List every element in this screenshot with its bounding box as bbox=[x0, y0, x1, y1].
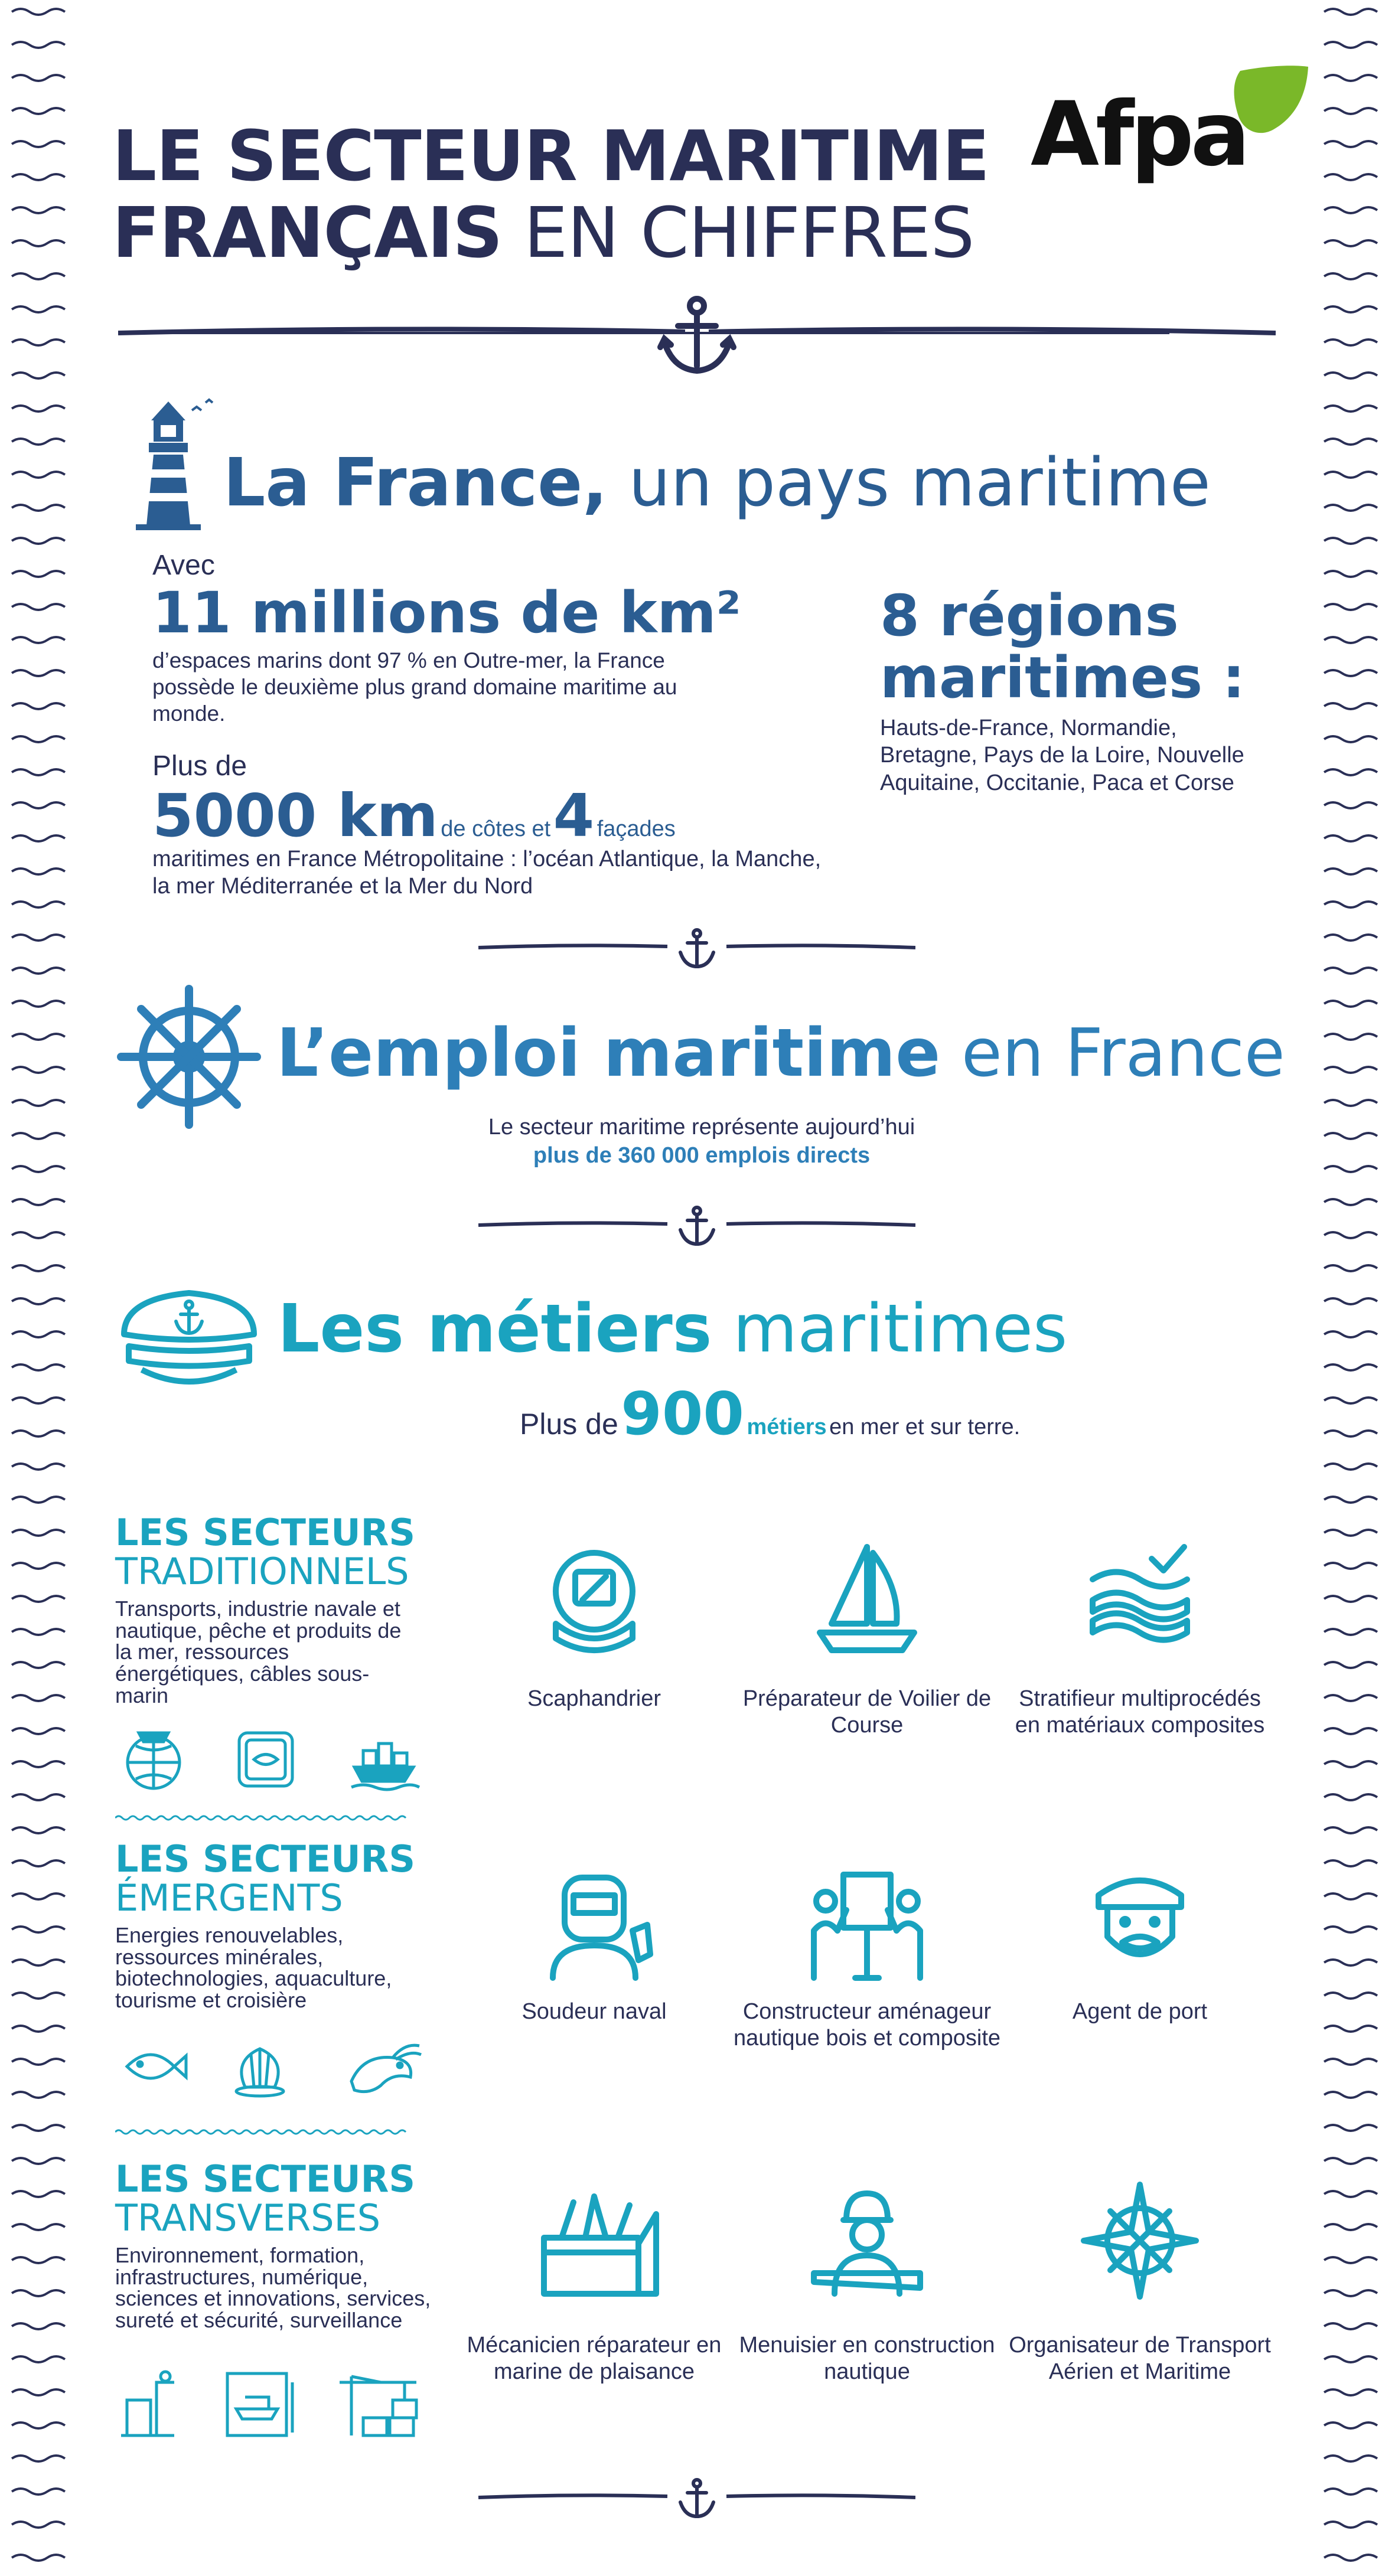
job-label: Menuisier en construction nautique bbox=[739, 2333, 995, 2384]
metiers-value: 900 bbox=[621, 1379, 744, 1448]
metiers-count-line bbox=[520, 1379, 1021, 1448]
logo-text: Afpa bbox=[1031, 83, 1247, 186]
sector-traditionnels-icons bbox=[115, 1715, 422, 1792]
shrimp-icon bbox=[351, 2045, 421, 2092]
emploi-title-bold: L’emploi maritime bbox=[276, 1015, 941, 1092]
emploi-title-light: en France bbox=[961, 1015, 1285, 1092]
sector-heading-light: ÉMERGENTS bbox=[115, 1876, 343, 1919]
layers-check-icon bbox=[1075, 1535, 1205, 1665]
page-title-light: EN CHIFFRES bbox=[523, 192, 974, 273]
harbor-crane-icon bbox=[121, 2372, 174, 2435]
sector-separator-1 bbox=[115, 1814, 410, 1821]
sector-traditionnels bbox=[115, 1511, 446, 1707]
sector-emergents-icons bbox=[115, 2031, 422, 2102]
coast-mid-text: de côtes et bbox=[441, 817, 551, 841]
sector-emergents bbox=[115, 1837, 446, 2013]
diver-helmet-icon bbox=[529, 1535, 659, 1665]
welder-icon bbox=[529, 1860, 659, 1990]
metiers-plus-de: Plus de bbox=[520, 1408, 618, 1441]
sector-heading-light: TRADITIONNELS bbox=[115, 1550, 409, 1593]
coast-value: 5000 km bbox=[152, 781, 438, 850]
afpa-logo bbox=[1031, 62, 1314, 216]
job-label: Scaphandrier bbox=[527, 1686, 661, 1711]
france-title-light: un pays maritime bbox=[628, 445, 1211, 521]
job-label: Soudeur naval bbox=[522, 1999, 667, 2024]
sector-transverses bbox=[115, 2157, 446, 2333]
port-agent-icon bbox=[1075, 1860, 1205, 1990]
metiers-title-bold: Les métiers bbox=[278, 1291, 712, 1367]
metiers-suffix: en mer et sur terre. bbox=[829, 1415, 1021, 1439]
cargo-ship-icon bbox=[351, 1744, 419, 1790]
facades-label: façades bbox=[597, 817, 676, 841]
sector-separator-2 bbox=[115, 2128, 410, 2136]
header-divider bbox=[118, 295, 1276, 378]
section-divider-2 bbox=[478, 1202, 915, 1249]
job-label: Mécanicien réparateur en marine de plaisance bbox=[467, 2333, 722, 2384]
toolbox-icon bbox=[529, 2179, 659, 2309]
page-title-line-1: LE SECTEUR MARITIME bbox=[112, 115, 989, 197]
coast-line bbox=[152, 781, 676, 850]
sailboat-icon bbox=[802, 1535, 932, 1665]
shell-icon bbox=[236, 2049, 283, 2096]
sector-transverses-icons bbox=[115, 2365, 422, 2441]
blueprint-ship-icon bbox=[227, 2373, 292, 2435]
section-france-title bbox=[223, 445, 1211, 521]
area-value: 11 millions de km² bbox=[152, 580, 741, 646]
construction-crane-icon bbox=[340, 2376, 416, 2435]
section-divider-bottom bbox=[478, 2474, 915, 2521]
section-divider-1 bbox=[478, 924, 915, 971]
anchor-icon bbox=[680, 2480, 713, 2516]
emploi-text: Le secteur maritime représente aujourd’hui bbox=[488, 1115, 915, 1140]
coast-text: maritimes en France Métropolitaine : l’océan Atlantique, la Manche, la mer Méditerranée et la Mer du Nord bbox=[152, 847, 822, 899]
emploi-highlight: plus de 360 000 emplois directs bbox=[533, 1143, 871, 1168]
sector-heading-light: TRANSVERSES bbox=[115, 2196, 381, 2239]
section-metiers-title bbox=[278, 1291, 1068, 1367]
anchor-icon bbox=[680, 930, 713, 967]
avec-label: Avec bbox=[152, 550, 215, 581]
sector-heading-bold: LES SECTEURS bbox=[115, 1511, 415, 1554]
anchor-icon bbox=[680, 1207, 713, 1244]
section-emploi-title bbox=[276, 1015, 1285, 1092]
metiers-title-light: maritimes bbox=[733, 1291, 1068, 1367]
area-text: d’espaces marins dont 97 % en Outre-mer, la France possède le deuxième plus grand domaine maritime au monde. bbox=[152, 648, 677, 726]
right-wave-border bbox=[1318, 0, 1389, 2576]
france-title-bold: La France, bbox=[223, 445, 608, 521]
left-wave-border bbox=[6, 0, 77, 2576]
sector-text: Transports, industrie navale et nautique, pêche et produits de la mer, ressources énergétiques, câbles sous-marin bbox=[115, 1596, 402, 1707]
captain-hat-icon bbox=[112, 1281, 266, 1399]
regions-list: Hauts-de-France, Normandie, Bretagne, Pays de la Loire, Nouvelle Aquitaine, Occitanie, Paca et Corse bbox=[880, 716, 1244, 795]
sector-heading-bold: LES SECTEURS bbox=[115, 2157, 415, 2200]
fish-icon bbox=[127, 2055, 186, 2078]
sector-heading-bold: LES SECTEURS bbox=[115, 1837, 415, 1880]
job-label: Agent de port bbox=[1072, 1999, 1208, 2024]
plus-de-label: Plus de bbox=[152, 750, 247, 782]
regions-value-line-1: 8 régions bbox=[880, 583, 1179, 649]
page-title-line-2 bbox=[112, 192, 974, 273]
carpenter-icon bbox=[802, 2179, 932, 2309]
compass-rose-icon bbox=[1075, 2179, 1205, 2309]
globe-ship-icon bbox=[128, 1733, 180, 1788]
page-title-bold: FRANÇAIS bbox=[112, 192, 503, 273]
lighthouse-icon bbox=[112, 396, 230, 531]
anchor-icon bbox=[660, 299, 734, 371]
regions-value-line-2: maritimes : bbox=[880, 645, 1245, 711]
metiers-word: métiers bbox=[747, 1415, 827, 1439]
builders-board-icon bbox=[802, 1860, 932, 1990]
sector-text: Environnement, formation, infrastructures, numérique, sciences et innovations, services, sureté et sécurité, surveillance bbox=[115, 2243, 431, 2333]
sector-text: Energies renouvelables, ressources minérales, biotechnologies, aquaculture, tourisme et croisière bbox=[115, 1923, 392, 2013]
job-label: Organisateur de Transport Aérien et Maritime bbox=[1009, 2333, 1271, 2384]
job-label: Stratifieur multiprocédés en matériaux composites bbox=[1015, 1686, 1265, 1738]
facades-value: 4 bbox=[553, 781, 595, 850]
job-label: Constructeur aménageur nautique bois et composite bbox=[733, 1999, 1001, 2051]
job-label: Préparateur de Voilier de Course bbox=[742, 1686, 992, 1738]
porthole-fish-icon bbox=[239, 1733, 292, 1786]
ship-wheel-icon bbox=[115, 983, 263, 1131]
